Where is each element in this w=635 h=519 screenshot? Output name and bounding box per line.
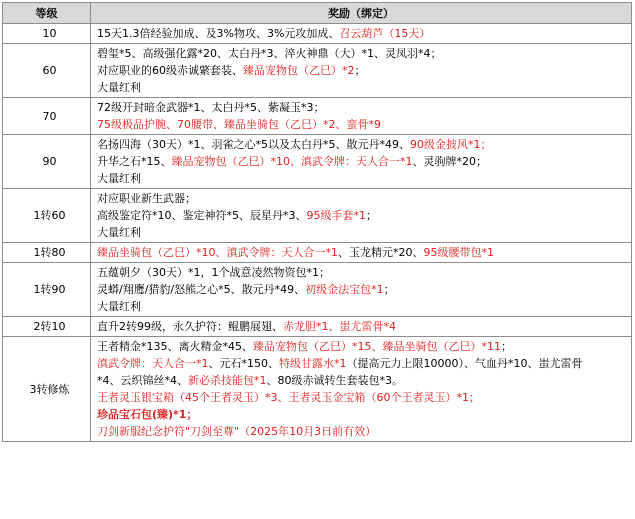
reward-line: [97, 372, 631, 389]
table-row: [3, 44, 632, 98]
reward-cell: [91, 98, 632, 135]
reward-line: [97, 244, 631, 261]
reward-text: 名扬四海（30天）*1、羽雀之心*5以及太白丹*5、散元丹*49、: [97, 138, 410, 151]
reward-line: [97, 423, 631, 440]
level-cell: 70: [3, 98, 91, 135]
level-cell: 3转修炼: [3, 337, 91, 442]
reward-text-highlight: 滇武令牌：天人合一*1: [97, 357, 209, 370]
level-cell: 90: [3, 135, 91, 189]
reward-cell: [91, 317, 632, 337]
reward-text: 大量红利: [97, 172, 141, 185]
reward-text: 五蕴朝夕（30天）*1，1个战意凌然物资包*1；: [97, 266, 330, 279]
reward-text: 72级开封暗金武器*1、太白丹*5、紫凝玉*3；: [97, 101, 325, 114]
reward-line: [97, 389, 631, 406]
reward-text: ；: [354, 64, 366, 77]
reward-text: 高级鉴定符*10、鉴定神符*5、辰星丹*3、: [97, 209, 307, 222]
reward-text: ；: [501, 340, 512, 353]
table-row: [3, 337, 632, 442]
reward-text-highlight: 王者灵玉银宝箱（45个王者灵玉）*3、王者灵玉金宝箱（60个王者灵玉）*1；: [97, 391, 480, 404]
reward-line: [97, 281, 631, 298]
reward-text-highlight: 珍品宝石包(臻)*1；: [97, 408, 198, 421]
reward-text-highlight: 召云葫芦（15天）: [339, 27, 431, 40]
reward-cell: [91, 135, 632, 189]
reward-line: [97, 99, 631, 116]
reward-line: [97, 224, 631, 241]
reward-cell: [91, 243, 632, 263]
table-row: [3, 317, 632, 337]
reward-cell: [91, 337, 632, 442]
reward-text: 王者精金*135、离火精金*45、: [97, 340, 253, 353]
reward-line: [97, 62, 631, 79]
reward-text: 大量红利: [97, 226, 141, 239]
reward-text-highlight: 90级金披风*1；: [410, 138, 492, 151]
reward-text-highlight: 特级甘露水*1: [279, 357, 347, 370]
level-cell: 1转60: [3, 189, 91, 243]
level-cell: 60: [3, 44, 91, 98]
reward-text: 碧玺*5、高级强化露*20、太白丹*3、淬火神鼎（大）*1、灵凤羽*4；: [97, 47, 442, 60]
level-cell: 1转80: [3, 243, 91, 263]
reward-text: 15天1.3倍经验加成、及3%物攻、3%元攻加成、: [97, 27, 340, 40]
reward-line: [97, 406, 631, 423]
level-cell: 2转10: [3, 317, 91, 337]
reward-text: 、玉龙精元*20、: [338, 246, 424, 259]
reward-cell: [91, 24, 632, 44]
reward-line: [97, 136, 631, 153]
reward-line: [97, 264, 631, 281]
reward-text: 大量红利: [97, 81, 141, 94]
reward-line: [97, 79, 631, 96]
reward-table-body: [3, 24, 632, 442]
reward-text-highlight: 臻品宠物包（乙巳）*15、臻品坐骑包（乙巳）*11: [253, 340, 501, 353]
reward-line: [97, 355, 631, 372]
reward-cell: [91, 189, 632, 243]
reward-line: [97, 116, 631, 133]
reward-text-highlight: 赤龙胆*1、蚩尤雷骨*4: [283, 320, 396, 333]
reward-text: ；: [383, 283, 395, 296]
reward-line: [97, 25, 631, 42]
header-level: 等级: [3, 3, 91, 24]
reward-text-highlight: 臻品宠物包（乙巳）*2: [243, 64, 355, 77]
reward-text: 大量红利: [97, 300, 141, 313]
reward-text: 对应职业新生武器；: [97, 192, 196, 205]
header-row: [3, 3, 632, 24]
reward-text: （提高元力上限10000）、气血丹*10、蚩尤雷骨: [346, 357, 583, 370]
reward-text: *4、云织锦丝*4、: [97, 374, 188, 387]
reward-line: [97, 190, 631, 207]
reward-line: [97, 338, 631, 355]
reward-line: [97, 45, 631, 62]
reward-text-highlight: 95级手套*1: [306, 209, 366, 222]
reward-text: 对应职业的60级赤诚綮套装、: [97, 64, 243, 77]
table-row: [3, 135, 632, 189]
reward-text: 、80级赤诚转生套装包*3。: [266, 374, 403, 387]
reward-text-highlight: 新必杀技能包*1: [188, 374, 267, 387]
reward-cell: [91, 44, 632, 98]
table-row: [3, 243, 632, 263]
reward-cell: [91, 263, 632, 317]
table-row: [3, 24, 632, 44]
reward-text-highlight: 95级腰带包*1: [423, 246, 494, 259]
reward-table: [2, 2, 632, 442]
reward-line: [97, 298, 631, 315]
reward-text-highlight: 刀剑新服纪念护符"刀剑至尊"（2025年10月3日前有效）: [97, 425, 377, 438]
reward-text-highlight: 75级极品护腕、70腰带、臻品坐骑包（乙巳）*2、蛮骨*9: [97, 118, 381, 131]
reward-line: [97, 170, 631, 187]
reward-line: [97, 207, 631, 224]
reward-text-highlight: 臻品宠物包（乙巳）*10、滇武令牌：天人合一*1: [171, 155, 413, 168]
reward-line: [97, 318, 631, 335]
header-reward: 奖励（绑定）: [91, 3, 632, 24]
level-cell: 10: [3, 24, 91, 44]
reward-line: [97, 153, 631, 170]
reward-text-highlight: 臻品坐骑包（乙巳）*10、滇武令牌：天人合一*1: [97, 246, 338, 259]
level-cell: 1转90: [3, 263, 91, 317]
reward-text: 灵蟒/翔鹰/猎豹/怒熊之心*5、散元丹*49、: [97, 283, 306, 296]
table-row: [3, 263, 632, 317]
reward-text: 、灵驹牌*20；: [412, 155, 487, 168]
reward-text: 升华之石*15、: [97, 155, 172, 168]
table-row: [3, 189, 632, 243]
reward-text: 直升2转99级，永久护符：鲲鹏展翅、: [97, 320, 283, 333]
reward-text-highlight: 初级金法宝包*1: [305, 283, 384, 296]
table-row: [3, 98, 632, 135]
reward-text: ；: [366, 209, 377, 222]
reward-text: 、元石*150、: [208, 357, 279, 370]
